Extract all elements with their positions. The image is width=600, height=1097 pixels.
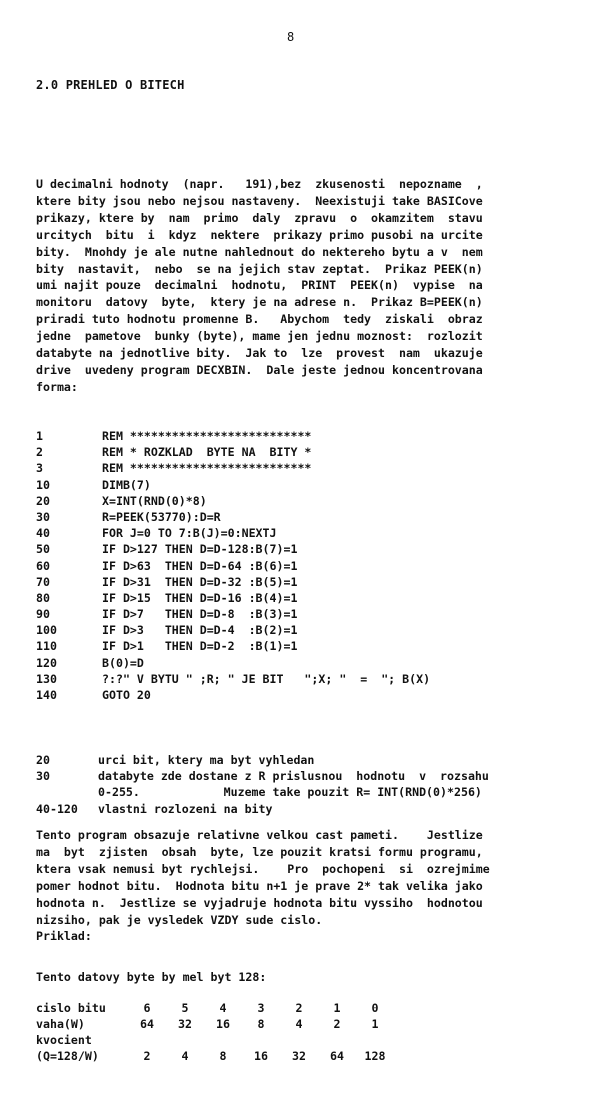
line-number: 20 [36,753,50,767]
line-number: 30 [36,509,50,524]
weight-cell: 2 [333,1017,341,1031]
code-text: B(0)=D [102,655,144,670]
paragraph-line: umi najit pouze decimalni hodnotu, PRINT PEEK(n) vypise na [36,278,483,293]
quotient-cell: 16 [254,1049,268,1063]
paragraph-line: prikazy, ktere by nam primo daly zpravu o okamzitem stavu [36,210,483,225]
weight-cell: 8 [257,1017,265,1031]
line-number: 20 [36,493,50,508]
code-text: X=INT(RND(0)*8) [102,493,207,508]
paragraph-line: Priklad: [36,929,92,944]
line-number: 130 [36,671,57,686]
code-text: IF D>63 THEN D=D-64 :B(6)=1 [102,558,298,573]
bit-number-cell: 6 [143,1001,151,1015]
line-number: 70 [36,574,50,589]
code-text: IF D>1 THEN D=D-2 :B(1)=1 [102,639,298,654]
bit-number-cell: 3 [257,1001,265,1015]
bit-number-cell: 2 [295,1001,303,1015]
quotient-formula-label: (Q=128/W) [36,1049,99,1063]
paragraph-line: ktere bity jsou nebo nejsou nastaveny. Neexistuji take BASICove [36,193,483,208]
code-text: IF D>7 THEN D=D-8 :B(3)=1 [102,607,298,622]
paragraph-line: Tento program obsazuje relativne velkou cast pameti. Jestlize [36,828,483,842]
code-text: IF D>31 THEN D=D-32 :B(5)=1 [102,574,298,589]
explanation-paragraph [36,827,490,945]
weight-cell: 1 [371,1017,379,1031]
note-text: vlastni rozlozeni na bity [98,801,273,816]
note-text: 0-255. Muzeme take pouzit R= INT(RND(0)*256) [98,785,482,800]
code-text: REM * ROZKLAD BYTE NA BITY * [102,445,312,460]
line-number: 120 [36,655,57,670]
table-row-bit-numbers [36,1000,394,1016]
paragraph-line: databyte na jednotlive bity. Jak to lze provest nam ukazuje [36,346,483,361]
weight-cell: 64 [140,1017,154,1031]
line-number: 50 [36,542,50,557]
paragraph-line: jedne pametove bunky (byte), mame jen jednu moznost: rozlozit [36,329,483,344]
paragraph-line: nizsiho, pak je vysledek VZDY sude cislo. [36,912,323,927]
weight-cell: 32 [178,1017,192,1031]
code-text: REM ************************** [102,429,312,443]
intro-paragraph [36,176,483,396]
code-text: IF D>3 THEN D=D-4 :B(2)=1 [102,623,298,638]
code-text: ?:?" V BYTU " ;R; " JE BIT ";X; " = "; B(X) [102,671,431,686]
code-text: R=PEEK(53770):D=R [102,509,221,524]
code-text: GOTO 20 [102,688,151,702]
paragraph-line: ma byt zjisten obsah byte, lze pouzit kratsi formu programu, [36,844,483,859]
code-text: IF D>127 THEN D=D-128:B(7)=1 [102,542,298,557]
paragraph-line: priradi tuto hodnotu promenne B. Abychom tedy ziskali obraz [36,312,483,327]
quotient-cell: 8 [219,1049,227,1063]
paragraph-line: U decimalni hodnoty (napr. 191),bez zkusenosti nepozname , [36,177,483,191]
section-heading: 2.0 PREHLED O BITECH [36,78,185,92]
bit-number-cell: 5 [181,1001,189,1015]
quotient-label: kvocient [36,1033,92,1047]
table-row-weights [36,1016,394,1032]
bit-weight-table [36,1000,394,1064]
paragraph-line: urcitych bitu i kdyz nektere prikazy primo pusobi na urcite [36,227,483,242]
code-text: DIMB(7) [102,477,151,492]
bit-number-cell: 4 [219,1001,227,1015]
paragraph-line: ktera vsak nemusi byt rychlejsi. Pro pochopeni si ozrejmime [36,861,490,876]
line-number: 140 [36,688,57,702]
paragraph-line: drive uvedeny program DECXBIN. Dale jeste jednou koncentrovana [36,362,483,377]
paragraph-line: monitoru datovy byte, ktery je na adrese n. Prikaz B=PEEK(n) [36,295,483,310]
quotient-cell: 32 [292,1049,306,1063]
line-number: 3 [36,461,43,476]
line-number: 110 [36,639,57,654]
table-row-quotients [36,1048,394,1064]
line-number: 1 [36,429,43,443]
note-text: urci bit, ktery ma byt vyhledan [98,753,315,767]
paragraph-line: bity nastavit, nebo se na jejich stav zeptat. Prikaz PEEK(n) [36,261,483,276]
line-number: 90 [36,607,50,622]
line-number: 40 [36,526,50,541]
line-number: 40-120 [36,801,78,816]
line-number: 2 [36,445,43,460]
bit-number-cell: 0 [371,1001,379,1015]
note-text: databyte zde dostane z R prislusnou hodnotu v rozsahu [98,769,489,784]
quotient-cell: 2 [143,1049,151,1063]
paragraph-line: pomer hodnot bitu. Hodnota bitu n+1 je prave 2* tak velika jako [36,878,483,893]
bit-number-cell: 1 [333,1001,341,1015]
quotient-cell: 64 [330,1049,344,1063]
paragraph-line: hodnota n. Jestlize se vyjadruje hodnota bitu vyssiho hodnotou [36,895,483,910]
line-number: 10 [36,477,50,492]
weight-label: vaha(W) [36,1017,85,1031]
line-number: 80 [36,590,50,605]
weight-cell: 16 [216,1017,230,1031]
code-text: FOR J=0 TO 7:B(J)=0:NEXTJ [102,526,277,541]
table-row-quotient-label [36,1032,394,1048]
paragraph-line: bity. Mnohdy je ale nutne nahlednout do nektereho bytu a v nem [36,244,483,259]
code-text: IF D>15 THEN D=D-16 :B(4)=1 [102,590,298,605]
paragraph-line: forma: [36,379,78,394]
quotient-cell: 4 [181,1049,189,1063]
line-number: 30 [36,769,50,784]
code-text: REM ************************** [102,461,312,476]
bit-number-label: cislo bitu [36,1001,106,1015]
page-number: 8 [287,30,295,44]
weight-cell: 4 [295,1017,303,1031]
example-sentence: Tento datovy byte by mel byt 128: [36,970,267,984]
quotient-cell: 128 [364,1049,386,1063]
line-number: 100 [36,623,57,638]
line-number: 60 [36,558,50,573]
